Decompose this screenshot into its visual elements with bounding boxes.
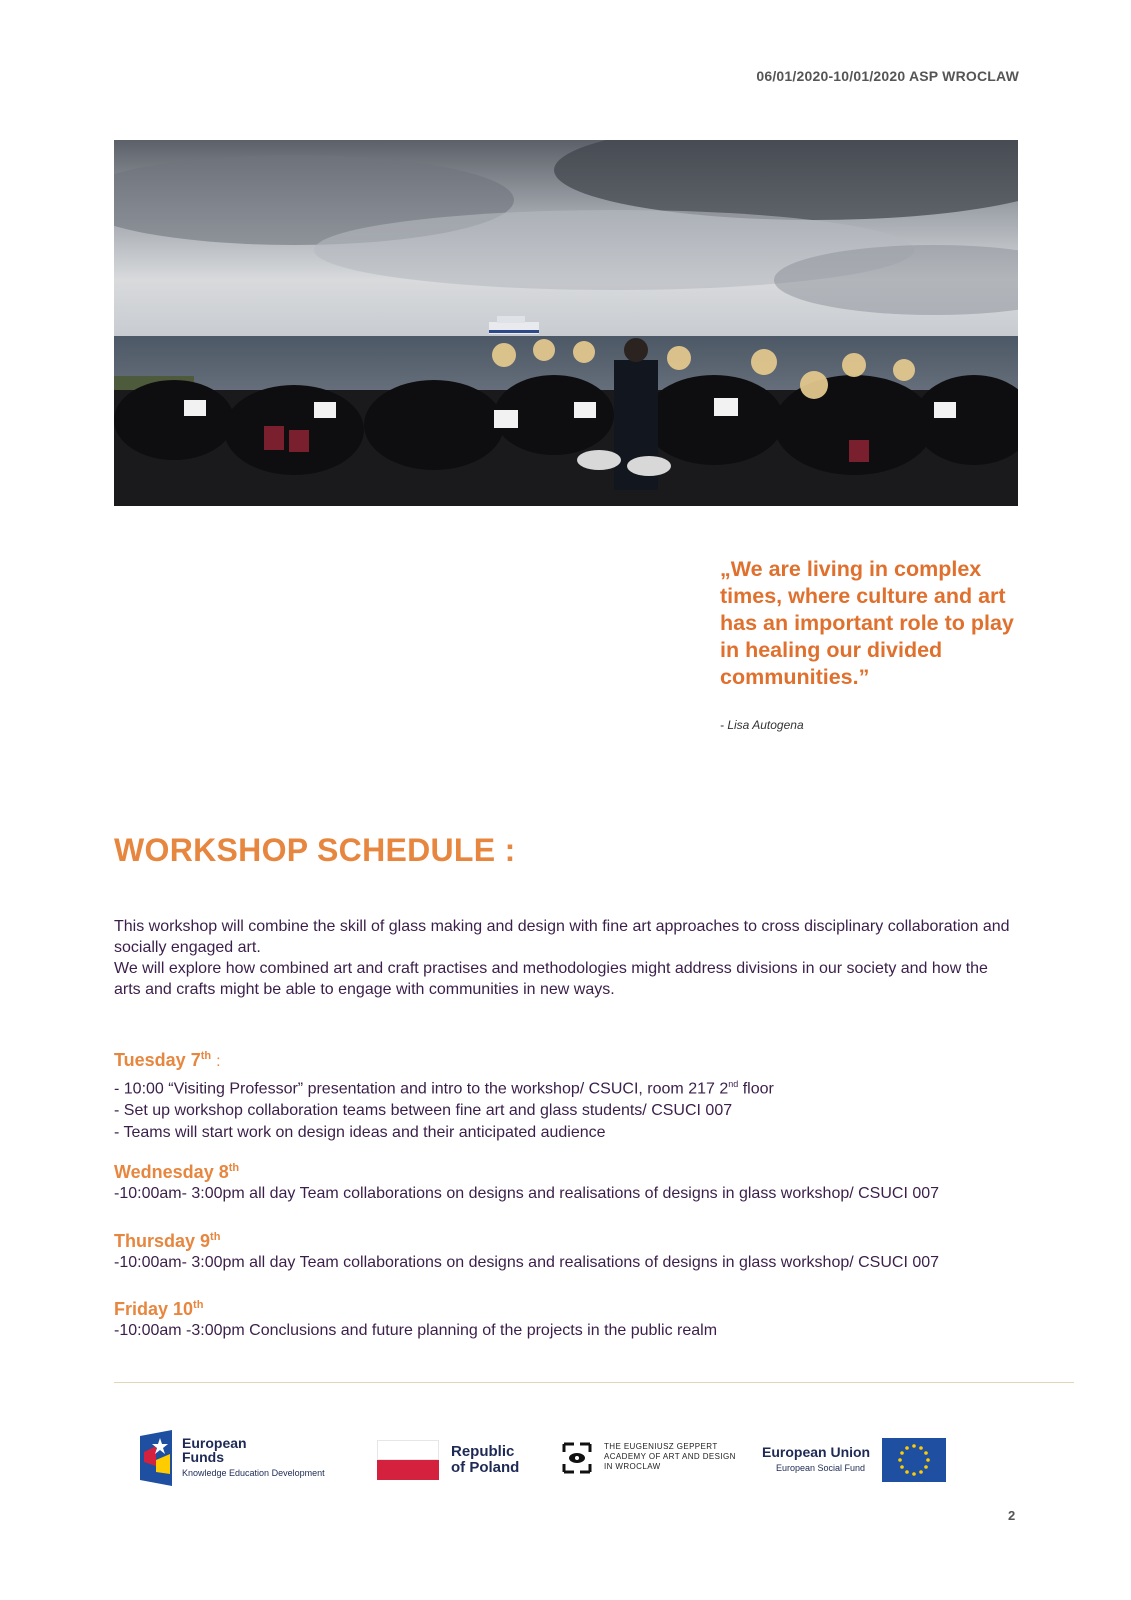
- day-title: [114, 1157, 1014, 1183]
- footer-divider: [114, 1382, 1074, 1383]
- schedule-line: -10:00am- 3:00pm all day Team collaborations on designs and realisations of designs in glass workshop/ CSUCI 007: [114, 1185, 940, 1202]
- schedule-line: -10:00am -3:00pm Conclusions and future planning of the projects in the public realm: [114, 1322, 718, 1339]
- day-tuesday: [114, 1045, 1014, 1144]
- day-name: Tuesday 7: [114, 1050, 201, 1070]
- day-suffix: th: [210, 1231, 221, 1243]
- european-union-logo: [762, 1430, 962, 1490]
- eu-title: European Union: [762, 1444, 871, 1460]
- asp-line-2: ACADEMY OF ART AND DESIGN: [604, 1452, 736, 1461]
- day-name: Thursday 9: [114, 1231, 211, 1251]
- european-funds-logo: [140, 1430, 350, 1490]
- schedule-line-text: floor: [738, 1080, 774, 1098]
- day-suffix: th: [193, 1299, 204, 1311]
- quote-author: - Lisa Autogena: [720, 718, 804, 732]
- day-title: [114, 1045, 1014, 1073]
- brass-band-photo: [114, 140, 1018, 506]
- section-title: WORKSHOP SCHEDULE :: [114, 832, 516, 868]
- schedule-line-text: - 10:00 “Visiting Professor” presentation and intro to the workshop/ CSUCI, room 217 2: [114, 1080, 729, 1098]
- pull-quote: „We are living in complex times, where culture and art has an important role to play in healing our divided communities.”: [720, 557, 1014, 689]
- asp-emblem-icon: [560, 1440, 594, 1476]
- republic-of-poland-logo: [377, 1430, 527, 1490]
- schedule-line: -10:00am- 3:00pm all day Team collaborations on designs and realisations of designs in glass workshop/ CSUCI 007: [114, 1254, 940, 1271]
- ordinal-suffix: nd: [728, 1079, 739, 1089]
- european-funds-title-2: Funds: [182, 1449, 224, 1465]
- eu-flag-icon: [882, 1438, 946, 1482]
- schedule-line: - Set up workshop collaboration teams between fine art and glass students/ CSUCI 007: [114, 1102, 733, 1120]
- asp-wroclaw-logo: [560, 1430, 740, 1490]
- european-funds-subtitle: Knowledge Education Development: [182, 1468, 325, 1478]
- intro-paragraph-1: This workshop will combine the skill of glass making and design with fine art approaches to cross disciplinary collaboration and socially engaged art.: [114, 918, 1010, 956]
- intro-text: [114, 916, 1014, 1000]
- footer-logos: [140, 1430, 970, 1490]
- poland-line-1: Republic: [451, 1443, 515, 1460]
- hero-photo-brass-band: [114, 140, 1018, 506]
- asp-line-3: IN WROCLAW: [604, 1462, 661, 1471]
- schedule-line: [114, 1073, 1014, 1100]
- day-colon: :: [216, 1053, 221, 1070]
- poland-flag-red: [377, 1460, 439, 1480]
- schedule-line: - Teams will start work on design ideas and their anticipated audience: [114, 1124, 606, 1142]
- european-funds-icon: [140, 1430, 172, 1486]
- day-thursday: [114, 1226, 1014, 1274]
- page-number: 2: [1008, 1508, 1016, 1523]
- day-title: [114, 1226, 1014, 1252]
- day-name: Wednesday 8: [114, 1162, 229, 1182]
- day-suffix: th: [228, 1162, 240, 1174]
- poland-line-2: of Poland: [451, 1459, 520, 1476]
- day-suffix: th: [200, 1050, 212, 1062]
- header-date-range: 06/01/2020-10/01/2020 ASP WROCLAW: [756, 68, 1019, 84]
- day-friday: [114, 1294, 1014, 1342]
- day-title: [114, 1294, 1014, 1320]
- day-name: Friday 10: [114, 1299, 194, 1319]
- day-wednesday: [114, 1157, 1014, 1205]
- poland-flag-white: [377, 1440, 439, 1460]
- asp-line-1: THE EUGENIUSZ GEPPERT: [604, 1442, 718, 1451]
- intro-paragraph-2: We will explore how combined art and craft practises and methodologies might address divisions in our society and how the arts and crafts might be able to engage with communities in new ways.: [114, 960, 988, 998]
- eu-subtitle: European Social Fund: [776, 1463, 866, 1473]
- european-funds-title: European: [182, 1435, 247, 1451]
